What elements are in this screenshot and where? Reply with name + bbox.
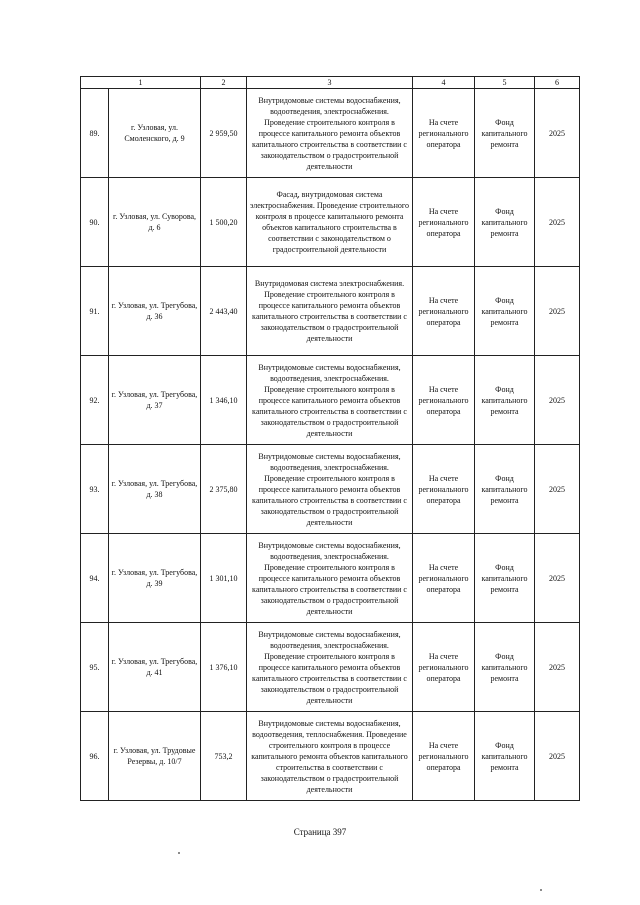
header-col-6: 6: [535, 77, 580, 89]
row-works: Фасад, внутридомовая система электроснабжения. Проведение строительного контроля в процессе капитального ремонта объектов капитального строительства в соответствии с законодательством о градостроительной деятельности: [247, 178, 413, 267]
row-address: г. Узловая, ул. Трегубова, д. 41: [109, 623, 201, 712]
row-works: Внутридомовые системы водоснабжения, водоотведения, электроснабжения. Проведение строительного контроля в процессе капитального ремонта объектов капитального строительства в соответствии с законодательством о градостроительной деятельности: [247, 623, 413, 712]
row-works: Внутридомовые системы водоснабжения, водоотведения, электроснабжения. Проведение строительного контроля в процессе капитального ремонта объектов капитального строительства в соответствии с законодательством о градостроительной деятельности: [247, 356, 413, 445]
row-account: На счете регионального оператора: [413, 178, 475, 267]
scan-speck: [178, 852, 180, 854]
row-cost: 1 376,10: [201, 623, 247, 712]
table-row: [81, 178, 580, 267]
row-cost: 2 375,80: [201, 445, 247, 534]
header-col-5: 5: [475, 77, 535, 89]
row-number: 94.: [81, 534, 109, 623]
row-operator: Фонд капитального ремонта: [475, 534, 535, 623]
table-row: [81, 356, 580, 445]
row-cost: 2 443,40: [201, 267, 247, 356]
row-year: 2025: [535, 356, 580, 445]
row-year: 2025: [535, 89, 580, 178]
row-account: На счете регионального оператора: [413, 267, 475, 356]
row-operator: Фонд капитального ремонта: [475, 178, 535, 267]
table-row: [81, 712, 580, 801]
row-address: г. Узловая, ул. Трегубова, д. 38: [109, 445, 201, 534]
row-cost: 753,2: [201, 712, 247, 801]
row-number: 93.: [81, 445, 109, 534]
row-works: Внутридомовая система электроснабжения. Проведение строительного контроля в процессе капитального ремонта объектов капитального строительства в соответствии с законодательством о градостроительной деятельности: [247, 267, 413, 356]
table-row: [81, 623, 580, 712]
page-number: Страница 397: [293, 827, 347, 837]
row-year: 2025: [535, 445, 580, 534]
header-col-4: 4: [413, 77, 475, 89]
row-address: г. Узловая, ул. Суворова, д. 6: [109, 178, 201, 267]
row-address: г. Узловая, ул. Трудовые Резервы, д. 10/7: [109, 712, 201, 801]
row-number: 95.: [81, 623, 109, 712]
row-number: 89.: [81, 89, 109, 178]
row-address: г. Узловая, ул. Трегубова, д. 39: [109, 534, 201, 623]
row-works: Внутридомовые системы водоснабжения, водоотведения, электроснабжения. Проведение строительного контроля в процессе капитального ремонта объектов капитального строительства в соответствии с законодательством о градостроительной деятельности: [247, 534, 413, 623]
table-row: [81, 89, 580, 178]
works-table: [80, 76, 580, 801]
row-number: 96.: [81, 712, 109, 801]
row-operator: Фонд капитального ремонта: [475, 623, 535, 712]
header-col-3: 3: [247, 77, 413, 89]
row-year: 2025: [535, 534, 580, 623]
header-col-1: 1: [81, 77, 201, 89]
row-account: На счете регионального оператора: [413, 89, 475, 178]
row-operator: Фонд капитального ремонта: [475, 712, 535, 801]
row-account: На счете регионального оператора: [413, 445, 475, 534]
row-account: На счете регионального оператора: [413, 712, 475, 801]
row-operator: Фонд капитального ремонта: [475, 356, 535, 445]
table-row: [81, 534, 580, 623]
row-year: 2025: [535, 712, 580, 801]
row-address: г. Узловая, ул. Трегубова, д. 36: [109, 267, 201, 356]
row-year: 2025: [535, 623, 580, 712]
row-account: На счете регионального оператора: [413, 356, 475, 445]
row-cost: 1 301,10: [201, 534, 247, 623]
row-cost: 1 500,20: [201, 178, 247, 267]
row-account: На счете регионального оператора: [413, 534, 475, 623]
scan-speck: [540, 889, 542, 891]
header-row: [81, 77, 580, 89]
row-cost: 2 959,50: [201, 89, 247, 178]
row-works: Внутридомовые системы водоснабжения, водоотведения, электроснабжения. Проведение строительного контроля в процессе капитального ремонта объектов капитального строительства в соответствии с законодательством о градостроительной деятельности: [247, 89, 413, 178]
row-operator: Фонд капитального ремонта: [475, 445, 535, 534]
header-col-2: 2: [201, 77, 247, 89]
row-number: 91.: [81, 267, 109, 356]
row-operator: Фонд капитального ремонта: [475, 267, 535, 356]
row-account: На счете регионального оператора: [413, 623, 475, 712]
table-row: [81, 267, 580, 356]
row-number: 90.: [81, 178, 109, 267]
table-row: [81, 445, 580, 534]
row-year: 2025: [535, 267, 580, 356]
row-cost: 1 346,10: [201, 356, 247, 445]
row-address: г. Узловая, ул. Трегубова, д. 37: [109, 356, 201, 445]
row-works: Внутридомовые системы водоснабжения, водоотведения, электроснабжения. Проведение строительного контроля в процессе капитального ремонта объектов капитального строительства в соответствии с законодательством о градостроительной деятельности: [247, 445, 413, 534]
row-operator: Фонд капитального ремонта: [475, 89, 535, 178]
row-address: г. Узловая, ул. Смоленского, д. 9: [109, 89, 201, 178]
row-number: 92.: [81, 356, 109, 445]
row-year: 2025: [535, 178, 580, 267]
row-works: Внутридомовые системы водоснабжения, водоотведения, теплоснабжения. Проведение строительного контроля в процессе капитального ремонта объектов капитального строительства в соответствии с законодательством о градостроительной деятельности: [247, 712, 413, 801]
